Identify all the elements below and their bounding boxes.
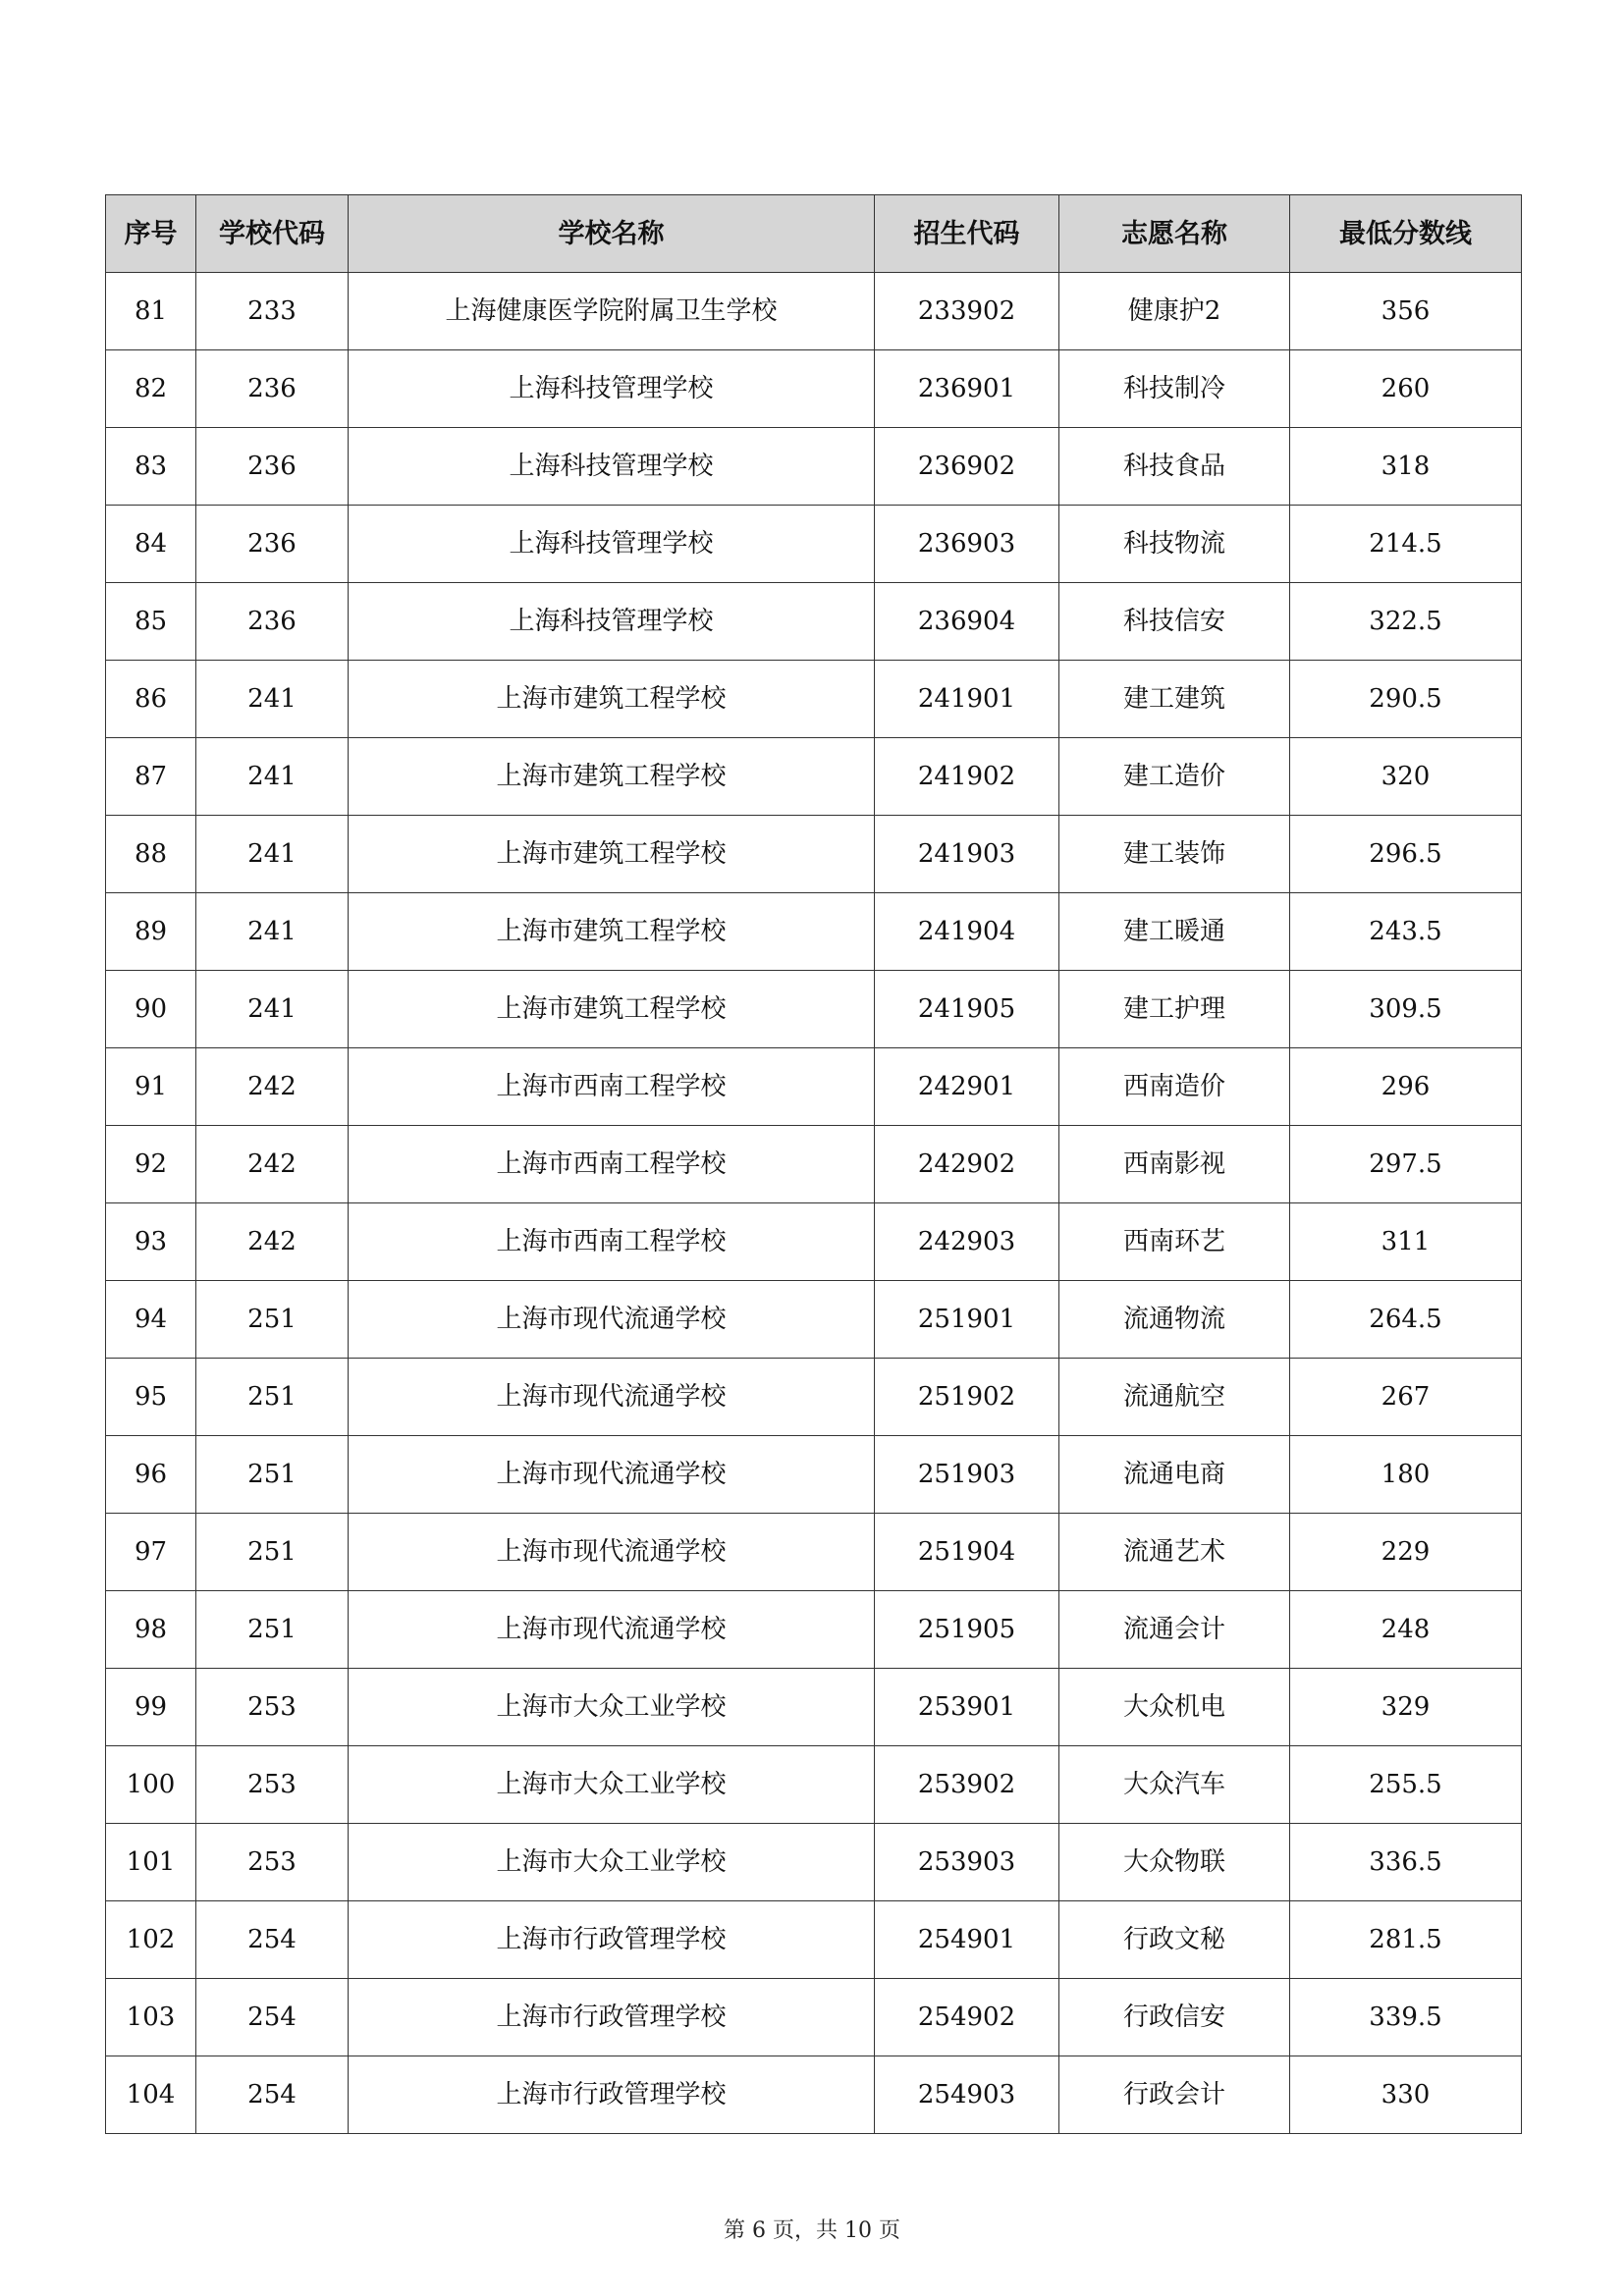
- table-row: [106, 1359, 1522, 1436]
- cell-choice-name: 建工装饰: [1059, 816, 1290, 893]
- cell-choice-name: 建工暖通: [1059, 893, 1290, 971]
- cell-enroll-code: 241905: [875, 971, 1059, 1048]
- cell-choice-name: 大众机电: [1059, 1669, 1290, 1746]
- cell-min-score: 297.5: [1290, 1126, 1522, 1203]
- cell-enroll-code: 236903: [875, 506, 1059, 583]
- cell-index: 85: [106, 583, 196, 661]
- table-row: [106, 1824, 1522, 1901]
- table-row: [106, 583, 1522, 661]
- cell-school-code: 254: [196, 2056, 349, 2134]
- cell-choice-name: 行政信安: [1059, 1979, 1290, 2056]
- cell-index: 100: [106, 1746, 196, 1824]
- cell-enroll-code: 242901: [875, 1048, 1059, 1126]
- cell-school-code: 253: [196, 1669, 349, 1746]
- cell-min-score: 296.5: [1290, 816, 1522, 893]
- header-school-code: 学校代码: [196, 195, 349, 273]
- cell-min-score: 260: [1290, 350, 1522, 428]
- cell-school-name: 上海科技管理学校: [349, 428, 875, 506]
- page-footer: 第 6 页，共 10 页: [724, 2218, 900, 2243]
- cell-school-name: 上海市现代流通学校: [349, 1514, 875, 1591]
- cell-min-score: 339.5: [1290, 1979, 1522, 2056]
- cell-school-code: 251: [196, 1436, 349, 1514]
- cell-index: 97: [106, 1514, 196, 1591]
- cell-choice-name: 流通会计: [1059, 1591, 1290, 1669]
- cell-school-name: 上海市西南工程学校: [349, 1203, 875, 1281]
- score-table: [105, 194, 1522, 2134]
- cell-school-code: 233: [196, 273, 349, 350]
- table-row: [106, 1979, 1522, 2056]
- cell-school-name: 上海市建筑工程学校: [349, 661, 875, 738]
- cell-enroll-code: 251904: [875, 1514, 1059, 1591]
- cell-choice-name: 建工造价: [1059, 738, 1290, 816]
- cell-index: 102: [106, 1901, 196, 1979]
- cell-school-name: 上海市现代流通学校: [349, 1281, 875, 1359]
- cell-school-name: 上海科技管理学校: [349, 350, 875, 428]
- cell-index: 92: [106, 1126, 196, 1203]
- cell-index: 94: [106, 1281, 196, 1359]
- cell-min-score: 214.5: [1290, 506, 1522, 583]
- cell-choice-name: 西南影视: [1059, 1126, 1290, 1203]
- cell-school-code: 242: [196, 1203, 349, 1281]
- cell-choice-name: 大众物联: [1059, 1824, 1290, 1901]
- cell-school-name: 上海市西南工程学校: [349, 1126, 875, 1203]
- cell-school-code: 241: [196, 893, 349, 971]
- cell-school-name: 上海市行政管理学校: [349, 1979, 875, 2056]
- cell-choice-name: 流通艺术: [1059, 1514, 1290, 1591]
- cell-min-score: 336.5: [1290, 1824, 1522, 1901]
- cell-choice-name: 建工建筑: [1059, 661, 1290, 738]
- cell-school-name: 上海市大众工业学校: [349, 1824, 875, 1901]
- cell-school-name: 上海市建筑工程学校: [349, 893, 875, 971]
- cell-index: 96: [106, 1436, 196, 1514]
- table-body: [106, 273, 1522, 2134]
- table-row: [106, 971, 1522, 1048]
- cell-school-name: 上海科技管理学校: [349, 506, 875, 583]
- cell-enroll-code: 241903: [875, 816, 1059, 893]
- cell-enroll-code: 251903: [875, 1436, 1059, 1514]
- cell-school-code: 236: [196, 583, 349, 661]
- cell-index: 99: [106, 1669, 196, 1746]
- cell-index: 86: [106, 661, 196, 738]
- cell-enroll-code: 236901: [875, 350, 1059, 428]
- cell-school-code: 251: [196, 1591, 349, 1669]
- cell-school-name: 上海市行政管理学校: [349, 1901, 875, 1979]
- cell-school-name: 上海市西南工程学校: [349, 1048, 875, 1126]
- cell-enroll-code: 253902: [875, 1746, 1059, 1824]
- table-row: [106, 350, 1522, 428]
- table-row: [106, 893, 1522, 971]
- header-choice-name: 志愿名称: [1059, 195, 1290, 273]
- table-row: [106, 1901, 1522, 1979]
- table-row: [106, 1048, 1522, 1126]
- cell-choice-name: 科技食品: [1059, 428, 1290, 506]
- cell-school-code: 236: [196, 428, 349, 506]
- cell-index: 88: [106, 816, 196, 893]
- cell-enroll-code: 241904: [875, 893, 1059, 971]
- table-row: [106, 1436, 1522, 1514]
- cell-min-score: 281.5: [1290, 1901, 1522, 1979]
- cell-min-score: 330: [1290, 2056, 1522, 2134]
- table-row: [106, 1281, 1522, 1359]
- cell-enroll-code: 254903: [875, 2056, 1059, 2134]
- cell-school-code: 251: [196, 1281, 349, 1359]
- cell-index: 93: [106, 1203, 196, 1281]
- cell-school-code: 254: [196, 1979, 349, 2056]
- cell-index: 104: [106, 2056, 196, 2134]
- cell-school-code: 241: [196, 816, 349, 893]
- cell-school-code: 241: [196, 661, 349, 738]
- cell-enroll-code: 236902: [875, 428, 1059, 506]
- table-row: [106, 1669, 1522, 1746]
- cell-min-score: 329: [1290, 1669, 1522, 1746]
- cell-choice-name: 建工护理: [1059, 971, 1290, 1048]
- table-row: [106, 2056, 1522, 2134]
- cell-choice-name: 流通物流: [1059, 1281, 1290, 1359]
- cell-index: 89: [106, 893, 196, 971]
- cell-choice-name: 行政会计: [1059, 2056, 1290, 2134]
- cell-min-score: 264.5: [1290, 1281, 1522, 1359]
- cell-choice-name: 流通航空: [1059, 1359, 1290, 1436]
- cell-enroll-code: 236904: [875, 583, 1059, 661]
- cell-min-score: 267: [1290, 1359, 1522, 1436]
- header-index: 序号: [106, 195, 196, 273]
- table-row: [106, 1126, 1522, 1203]
- cell-index: 90: [106, 971, 196, 1048]
- cell-school-code: 241: [196, 971, 349, 1048]
- cell-choice-name: 流通电商: [1059, 1436, 1290, 1514]
- cell-choice-name: 科技制冷: [1059, 350, 1290, 428]
- cell-enroll-code: 233902: [875, 273, 1059, 350]
- cell-school-name: 上海市建筑工程学校: [349, 971, 875, 1048]
- cell-enroll-code: 251905: [875, 1591, 1059, 1669]
- table-row: [106, 1746, 1522, 1824]
- table-row: [106, 1591, 1522, 1669]
- cell-school-code: 236: [196, 506, 349, 583]
- cell-enroll-code: 242902: [875, 1126, 1059, 1203]
- cell-index: 84: [106, 506, 196, 583]
- cell-min-score: 229: [1290, 1514, 1522, 1591]
- cell-school-code: 241: [196, 738, 349, 816]
- cell-school-name: 上海市大众工业学校: [349, 1669, 875, 1746]
- cell-school-code: 242: [196, 1126, 349, 1203]
- cell-min-score: 318: [1290, 428, 1522, 506]
- cell-school-code: 251: [196, 1514, 349, 1591]
- cell-choice-name: 大众汽车: [1059, 1746, 1290, 1824]
- cell-school-name: 上海健康医学院附属卫生学校: [349, 273, 875, 350]
- cell-school-name: 上海市建筑工程学校: [349, 738, 875, 816]
- table-row: [106, 661, 1522, 738]
- cell-index: 101: [106, 1824, 196, 1901]
- table-row: [106, 1203, 1522, 1281]
- cell-enroll-code: 253901: [875, 1669, 1059, 1746]
- table-row: [106, 428, 1522, 506]
- cell-enroll-code: 251902: [875, 1359, 1059, 1436]
- cell-min-score: 243.5: [1290, 893, 1522, 971]
- cell-enroll-code: 251901: [875, 1281, 1059, 1359]
- cell-min-score: 322.5: [1290, 583, 1522, 661]
- cell-min-score: 356: [1290, 273, 1522, 350]
- cell-school-name: 上海科技管理学校: [349, 583, 875, 661]
- cell-min-score: 248: [1290, 1591, 1522, 1669]
- cell-school-name: 上海市现代流通学校: [349, 1436, 875, 1514]
- table-row: [106, 816, 1522, 893]
- cell-min-score: 311: [1290, 1203, 1522, 1281]
- cell-enroll-code: 253903: [875, 1824, 1059, 1901]
- cell-school-code: 242: [196, 1048, 349, 1126]
- cell-min-score: 309.5: [1290, 971, 1522, 1048]
- cell-school-name: 上海市现代流通学校: [349, 1359, 875, 1436]
- cell-school-name: 上海市大众工业学校: [349, 1746, 875, 1824]
- cell-school-code: 251: [196, 1359, 349, 1436]
- cell-choice-name: 科技物流: [1059, 506, 1290, 583]
- cell-enroll-code: 241902: [875, 738, 1059, 816]
- cell-school-code: 253: [196, 1746, 349, 1824]
- cell-enroll-code: 254901: [875, 1901, 1059, 1979]
- score-table-container: [105, 194, 1521, 2134]
- cell-school-name: 上海市行政管理学校: [349, 2056, 875, 2134]
- table-row: [106, 1514, 1522, 1591]
- cell-enroll-code: 254902: [875, 1979, 1059, 2056]
- cell-min-score: 296: [1290, 1048, 1522, 1126]
- cell-choice-name: 健康护2: [1059, 273, 1290, 350]
- cell-min-score: 255.5: [1290, 1746, 1522, 1824]
- cell-school-name: 上海市现代流通学校: [349, 1591, 875, 1669]
- cell-school-name: 上海市建筑工程学校: [349, 816, 875, 893]
- cell-index: 82: [106, 350, 196, 428]
- table-row: [106, 738, 1522, 816]
- cell-choice-name: 科技信安: [1059, 583, 1290, 661]
- cell-school-code: 253: [196, 1824, 349, 1901]
- cell-index: 87: [106, 738, 196, 816]
- cell-min-score: 320: [1290, 738, 1522, 816]
- cell-choice-name: 西南环艺: [1059, 1203, 1290, 1281]
- header-row: [106, 195, 1522, 273]
- cell-min-score: 180: [1290, 1436, 1522, 1514]
- cell-min-score: 290.5: [1290, 661, 1522, 738]
- cell-index: 91: [106, 1048, 196, 1126]
- cell-school-code: 254: [196, 1901, 349, 1979]
- cell-enroll-code: 241901: [875, 661, 1059, 738]
- table-header: [106, 195, 1522, 273]
- table-row: [106, 506, 1522, 583]
- cell-index: 83: [106, 428, 196, 506]
- cell-school-code: 236: [196, 350, 349, 428]
- cell-enroll-code: 242903: [875, 1203, 1059, 1281]
- table-row: [106, 273, 1522, 350]
- header-school-name: 学校名称: [349, 195, 875, 273]
- cell-choice-name: 西南造价: [1059, 1048, 1290, 1126]
- cell-index: 81: [106, 273, 196, 350]
- header-min-score: 最低分数线: [1290, 195, 1522, 273]
- cell-index: 103: [106, 1979, 196, 2056]
- cell-choice-name: 行政文秘: [1059, 1901, 1290, 1979]
- cell-index: 98: [106, 1591, 196, 1669]
- cell-index: 95: [106, 1359, 196, 1436]
- header-enroll-code: 招生代码: [875, 195, 1059, 273]
